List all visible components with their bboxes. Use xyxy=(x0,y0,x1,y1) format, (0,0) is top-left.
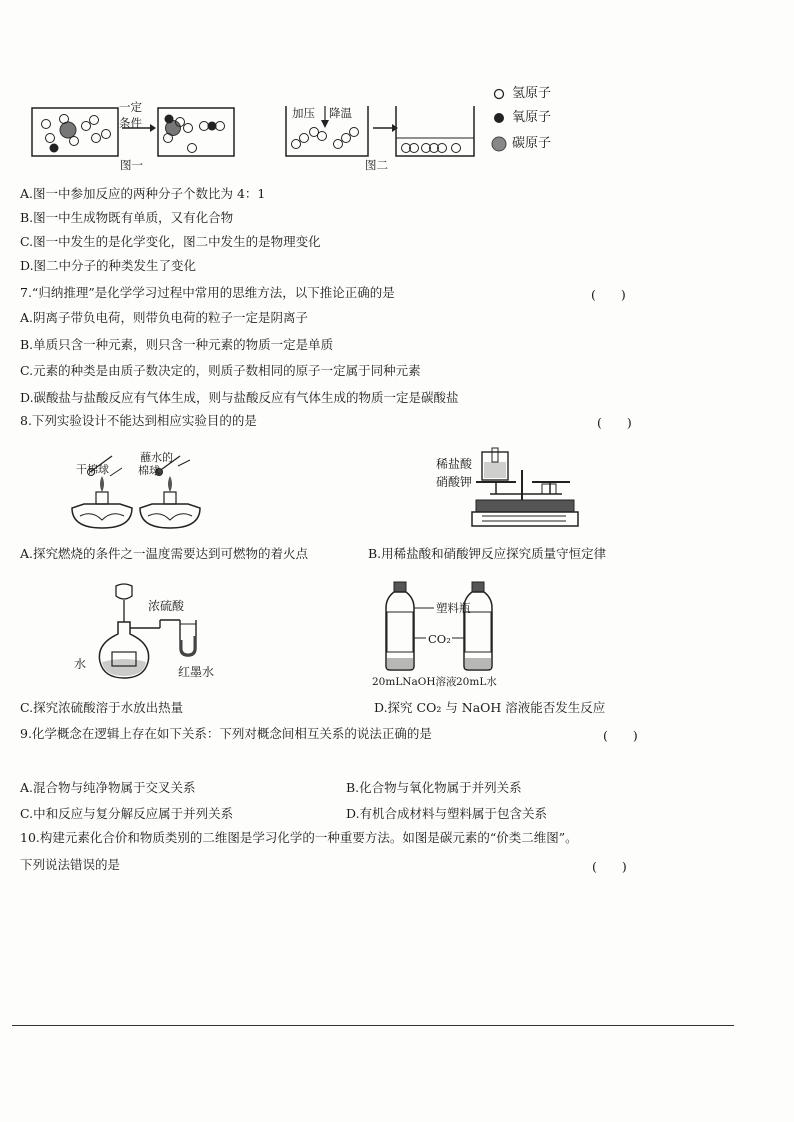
q6-option-b: B.图一中生成物既有单质，又有化合物 xyxy=(20,210,234,225)
molecule-diagram xyxy=(28,86,568,176)
legend-oxygen: 氧原子 xyxy=(512,110,552,125)
figure2-caption: 图二 xyxy=(365,158,388,172)
legend-hydrogen: 氢原子 xyxy=(512,86,552,101)
fig-d-plastic-bottle: 塑料瓶 xyxy=(436,601,471,615)
q10-answer-paren: ( ) xyxy=(592,859,627,874)
q7-answer-paren: ( ) xyxy=(591,287,626,302)
condition-top: 一定 xyxy=(119,100,142,114)
fig-b-potassium-nitrate: 硝酸钾 xyxy=(436,475,473,489)
q8-option-d: D.探究 CO₂ 与 NaOH 溶液能否发生反应 xyxy=(374,700,606,715)
pressure-label: 加压 xyxy=(292,106,315,120)
q9-answer-paren: ( ) xyxy=(603,728,638,743)
fig-a-dry-cotton: 干棉球 xyxy=(76,463,109,476)
q9-option-c: C.中和反应与复分解反应属于并列关系 xyxy=(20,806,234,821)
fig-c-conc-sulfuric-acid: 浓硫酸 xyxy=(148,599,185,613)
q6-option-d: D.图二中分子的种类发生了变化 xyxy=(20,258,197,273)
q8-option-c: C.探究浓硫酸溶于水放出热量 xyxy=(20,700,184,715)
fig-c-red-ink: 红墨水 xyxy=(178,665,215,679)
q10-stem-line2: 下列说法错误的是 xyxy=(20,857,121,872)
fig-d-naoh-solution: 20mLNaOH溶液 xyxy=(372,676,457,688)
q9-option-b: B.化合物与氧化物属于并列关系 xyxy=(346,780,522,795)
page-bottom-rule xyxy=(12,1025,734,1026)
q10-stem: 10.构建元素化合价和物质类别的二维图是学习化学的一种重要方法。如图是碳元素的“价类二维图”。 xyxy=(20,830,578,845)
fig-c-water: 水 xyxy=(74,657,87,671)
figure1-caption: 图一 xyxy=(120,158,143,172)
q7-option-a: A.阴离子带负电荷，则带负电荷的粒子一定是阴离子 xyxy=(20,310,309,325)
q8-option-b: B.用稀盐酸和硝酸钾反应探究质量守恒定律 xyxy=(368,546,607,561)
q7-option-d: D.碳酸盐与盐酸反应有气体生成，则与盐酸反应有气体生成的物质一定是碳酸盐 xyxy=(20,390,459,405)
q6-option-a: A.图一中参加反应的两种分子个数比为 4：1 xyxy=(20,186,266,201)
legend-carbon: 碳原子 xyxy=(512,136,552,151)
fig-a-wet-cotton-1: 蘸水的 xyxy=(140,451,173,464)
q8-option-a: A.探究燃烧的条件之一温度需要达到可燃物的着火点 xyxy=(20,546,309,561)
q7-stem: 7.“归纳推理”是化学学习过程中常用的思维方法，以下推论正确的是 xyxy=(20,285,395,300)
condition-bottom: 条件 xyxy=(119,116,142,130)
q7-option-b: B.单质只含一种元素，则只含一种元素的物质一定是单质 xyxy=(20,337,334,352)
cooling-label: 降温 xyxy=(329,106,352,120)
balance-experiment-figure xyxy=(470,446,580,532)
fig-b-dilute-hcl: 稀盐酸 xyxy=(436,457,473,471)
co2-bottles-figure xyxy=(384,580,494,672)
fig-d-water: 20mL水 xyxy=(456,676,497,688)
q9-option-a: A.混合物与纯净物属于交叉关系 xyxy=(20,780,196,795)
q9-stem: 9.化学概念在逻辑上存在如下关系：下列对概念间相互关系的说法正确的是 xyxy=(20,726,432,741)
combustion-experiment-figure xyxy=(66,448,206,534)
fig-a-wet-cotton-2: 棉球 xyxy=(138,464,160,477)
q9-option-d: D.有机合成材料与塑料属于包含关系 xyxy=(346,806,548,821)
q6-option-c: C.图一中发生的是化学变化，图二中发生的是物理变化 xyxy=(20,234,321,249)
q8-stem: 8.下列实验设计不能达到相应实验目的的是 xyxy=(20,413,257,428)
q7-option-c: C.元素的种类是由质子数决定的，则质子数相同的原子一定属于同种元素 xyxy=(20,363,421,378)
fig-d-co2: CO₂ xyxy=(428,632,451,646)
q8-answer-paren: ( ) xyxy=(597,415,632,430)
